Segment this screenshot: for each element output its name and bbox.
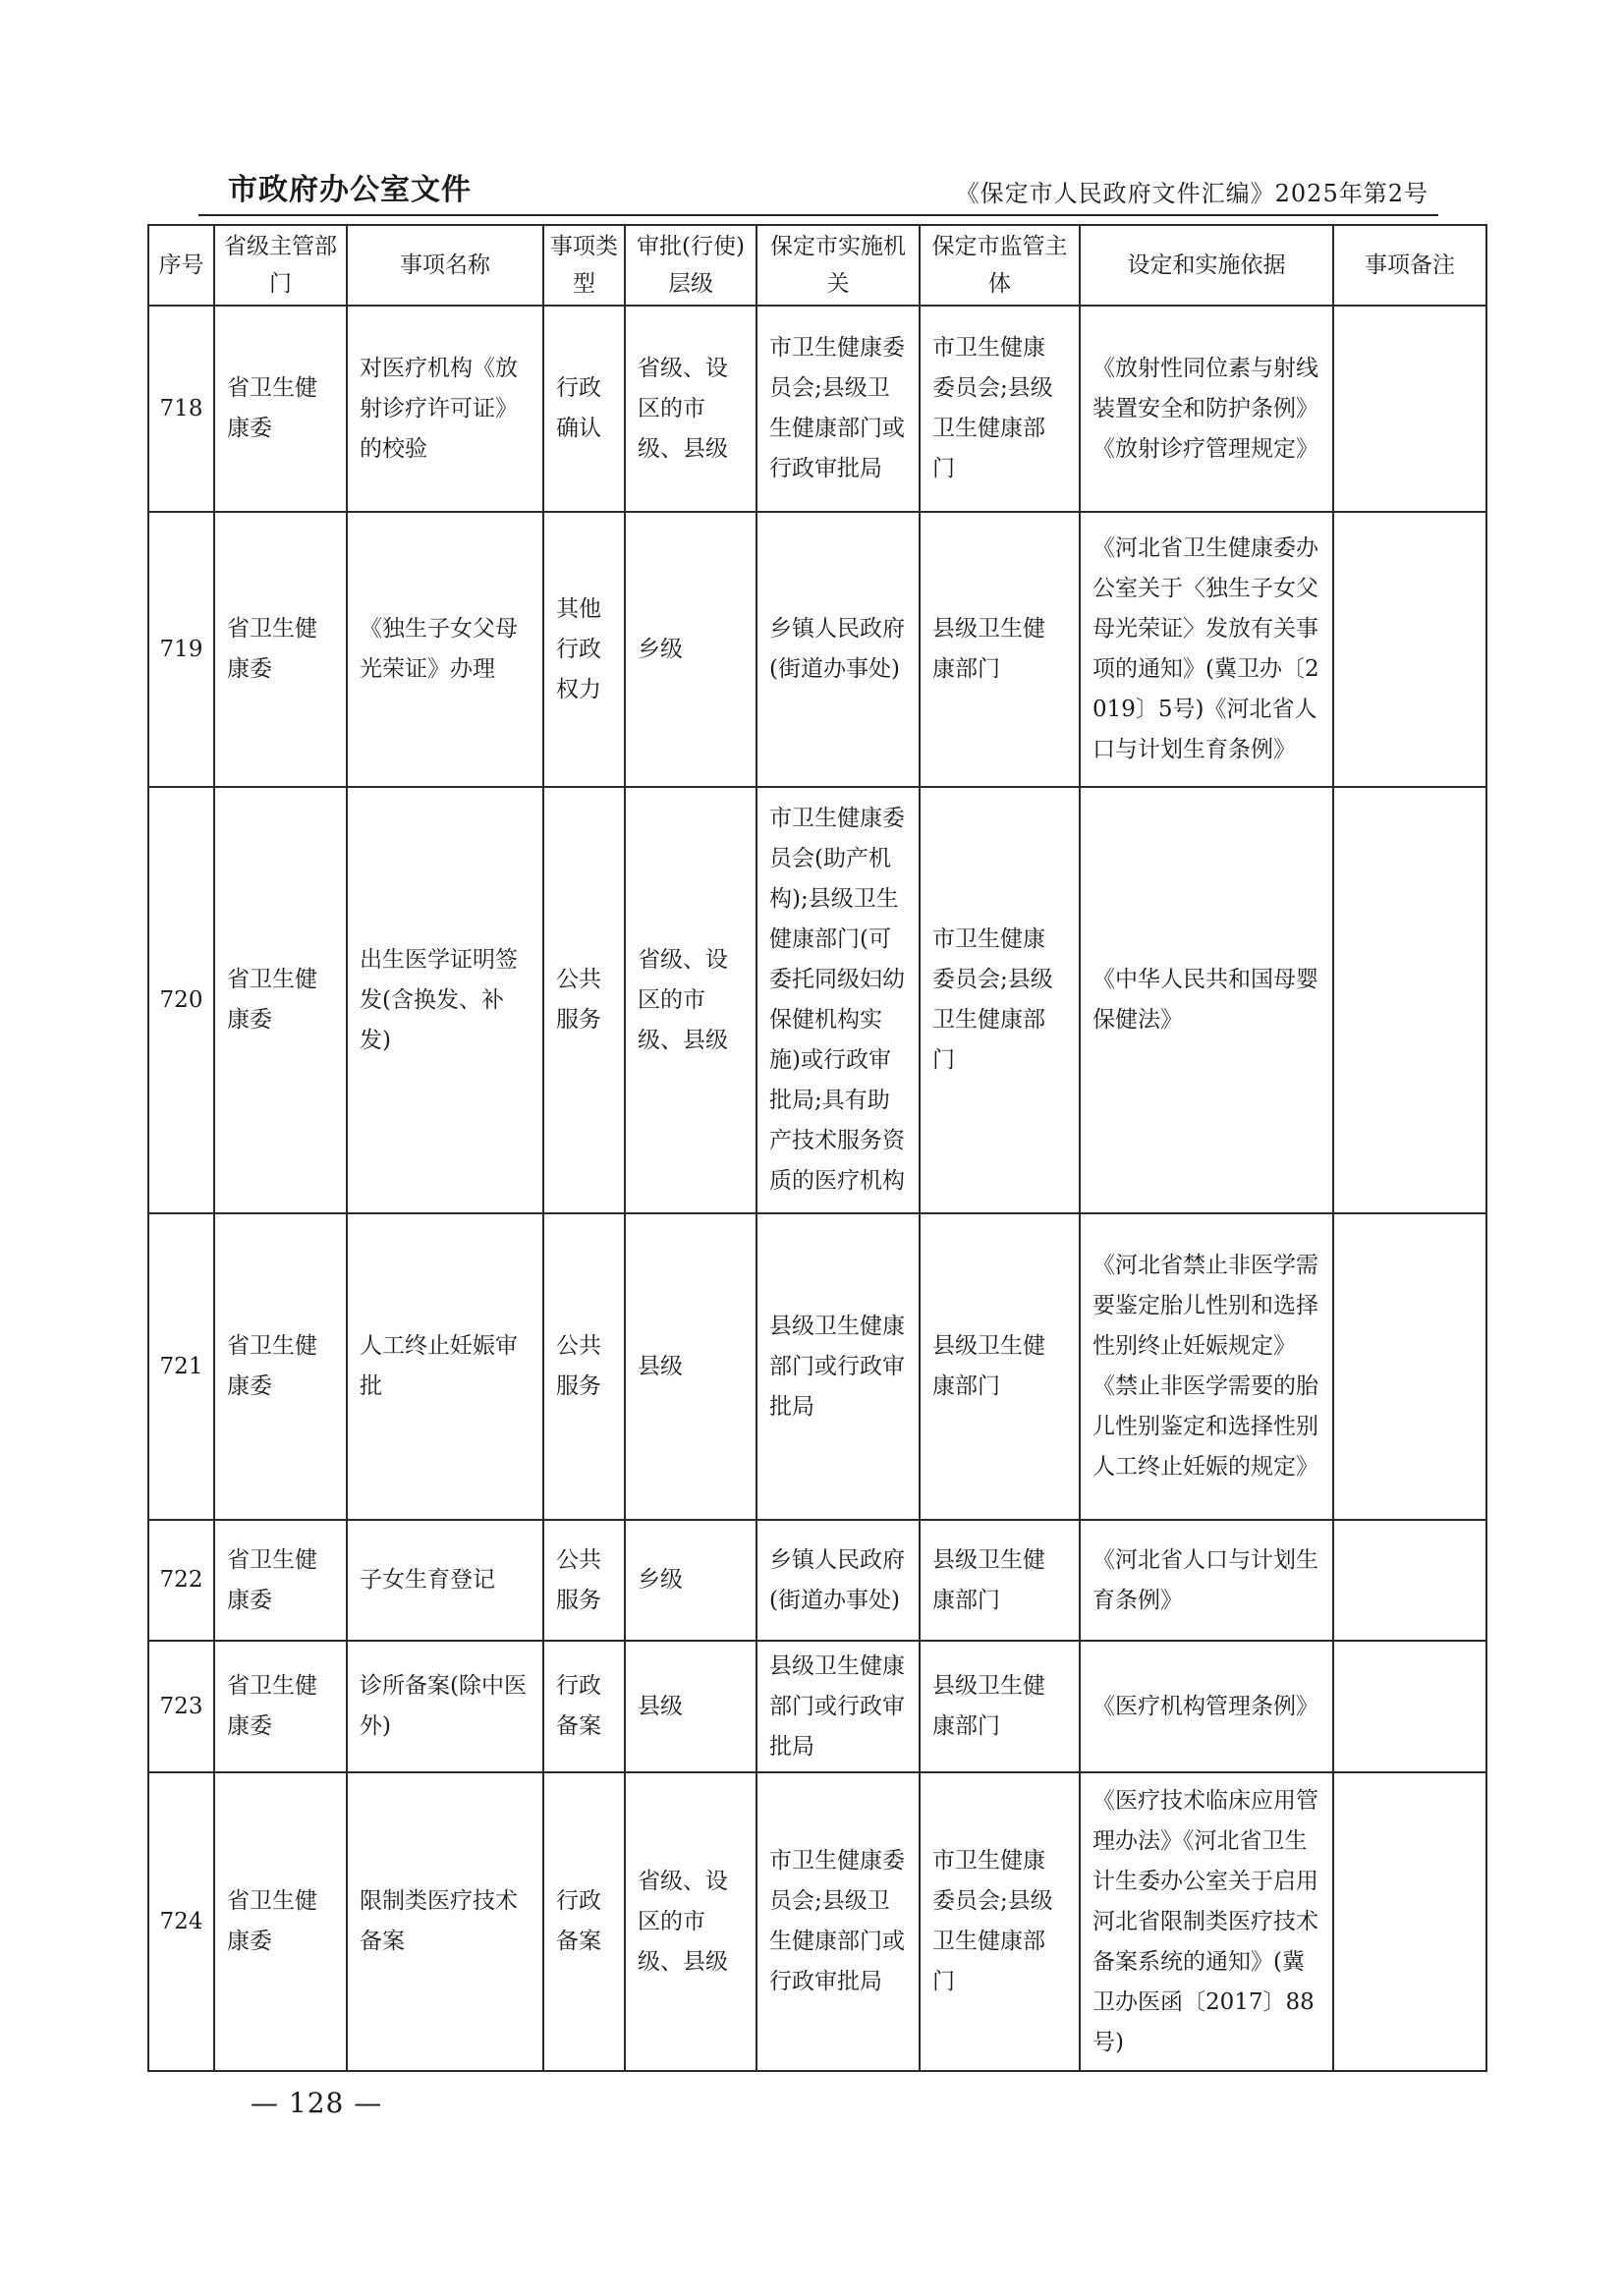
cell-level: 省级、设区的市级、县级 — [625, 306, 756, 512]
cell-basis: 《放射性同位素与射线装置安全和防护条例》《放射诊疗管理规定》 — [1080, 306, 1333, 512]
items-table — [147, 224, 1487, 2072]
table-row — [148, 1772, 1486, 2071]
col-header-remark: 事项备注 — [1333, 225, 1486, 306]
cell-supervisor: 县级卫生健康部门 — [920, 512, 1080, 787]
cell-level: 乡级 — [625, 512, 756, 787]
cell-name: 《独生子女父母光荣证》办理 — [347, 512, 543, 787]
cell-name: 诊所备案(除中医外) — [347, 1641, 543, 1772]
cell-no: 719 — [148, 512, 214, 787]
cell-agency: 乡镇人民政府(街道办事处) — [756, 1520, 920, 1641]
table-header-row — [148, 225, 1486, 306]
table-row — [148, 787, 1486, 1213]
cell-agency: 县级卫生健康部门或行政审批局 — [756, 1213, 920, 1520]
col-header-dept: 省级主管部门 — [214, 225, 347, 306]
cell-level: 乡级 — [625, 1520, 756, 1641]
cell-agency: 乡镇人民政府(街道办事处) — [756, 512, 920, 787]
page-number: — 128 — — [251, 2087, 383, 2119]
cell-type: 行政备案 — [543, 1641, 625, 1772]
col-header-name: 事项名称 — [347, 225, 543, 306]
cell-supervisor: 县级卫生健康部门 — [920, 1213, 1080, 1520]
col-header-basis: 设定和实施依据 — [1080, 225, 1333, 306]
cell-agency: 县级卫生健康部门或行政审批局 — [756, 1641, 920, 1772]
cell-supervisor: 县级卫生健康部门 — [920, 1520, 1080, 1641]
cell-level: 县级 — [625, 1641, 756, 1772]
col-header-agency: 保定市实施机关 — [756, 225, 920, 306]
cell-remark — [1333, 787, 1486, 1213]
cell-basis: 《河北省禁止非医学需要鉴定胎儿性别和选择性别终止妊娠规定》《禁止非医学需要的胎儿性别鉴定和选择性别人工终止妊娠的规定》 — [1080, 1213, 1333, 1520]
header-rule — [198, 214, 1438, 216]
table-row — [148, 306, 1486, 512]
cell-basis: 《河北省人口与计划生育条例》 — [1080, 1520, 1333, 1641]
cell-remark — [1333, 1641, 1486, 1772]
cell-name: 人工终止妊娠审批 — [347, 1213, 543, 1520]
cell-type: 公共服务 — [543, 787, 625, 1213]
cell-remark — [1333, 1772, 1486, 2071]
cell-dept: 省卫生健康委 — [214, 787, 347, 1213]
cell-name: 出生医学证明签发(含换发、补发) — [347, 787, 543, 1213]
cell-no: 720 — [148, 787, 214, 1213]
header-left-title: 市政府办公室文件 — [228, 173, 472, 207]
cell-dept: 省卫生健康委 — [214, 1213, 347, 1520]
page-header — [228, 157, 1428, 216]
cell-supervisor: 市卫生健康委员会;县级卫生健康部门 — [920, 1772, 1080, 2071]
cell-dept: 省卫生健康委 — [214, 1641, 347, 1772]
col-header-no: 序号 — [148, 225, 214, 306]
cell-remark — [1333, 306, 1486, 512]
col-header-level: 审批(行使)层级 — [625, 225, 756, 306]
cell-remark — [1333, 512, 1486, 787]
cell-basis: 《中华人民共和国母婴保健法》 — [1080, 787, 1333, 1213]
cell-agency: 市卫生健康委员会(助产机构);县级卫生健康部门(可委托同级妇幼保健机构实施)或行政审批局;具有助产技术服务资质的医疗机构 — [756, 787, 920, 1213]
cell-agency: 市卫生健康委员会;县级卫生健康部门或行政审批局 — [756, 1772, 920, 2071]
cell-dept: 省卫生健康委 — [214, 512, 347, 787]
cell-remark — [1333, 1520, 1486, 1641]
cell-type: 公共服务 — [543, 1520, 625, 1641]
cell-supervisor: 市卫生健康委员会;县级卫生健康部门 — [920, 306, 1080, 512]
table-row — [148, 1520, 1486, 1641]
cell-name: 子女生育登记 — [347, 1520, 543, 1641]
cell-no: 721 — [148, 1213, 214, 1520]
cell-no: 722 — [148, 1520, 214, 1641]
cell-level: 省级、设区的市级、县级 — [625, 787, 756, 1213]
cell-no: 718 — [148, 306, 214, 512]
cell-no: 723 — [148, 1641, 214, 1772]
cell-level: 县级 — [625, 1213, 756, 1520]
cell-supervisor: 市卫生健康委员会;县级卫生健康部门 — [920, 787, 1080, 1213]
cell-remark — [1333, 1213, 1486, 1520]
cell-type: 行政确认 — [543, 306, 625, 512]
cell-dept: 省卫生健康委 — [214, 1520, 347, 1641]
cell-type: 行政备案 — [543, 1772, 625, 2071]
table-row — [148, 1641, 1486, 1772]
cell-type: 其他行政权力 — [543, 512, 625, 787]
cell-dept: 省卫生健康委 — [214, 306, 347, 512]
col-header-type: 事项类型 — [543, 225, 625, 306]
table-row — [148, 512, 1486, 787]
cell-agency: 市卫生健康委员会;县级卫生健康部门或行政审批局 — [756, 306, 920, 512]
cell-basis: 《医疗机构管理条例》 — [1080, 1641, 1333, 1772]
cell-basis: 《河北省卫生健康委办公室关于〈独生子女父母光荣证〉发放有关事项的通知》(冀卫办〔2019〕5号)《河北省人口与计划生育条例》 — [1080, 512, 1333, 787]
cell-no: 724 — [148, 1772, 214, 2071]
cell-type: 公共服务 — [543, 1213, 625, 1520]
cell-basis: 《医疗技术临床应用管理办法》《河北省卫生计生委办公室关于启用河北省限制类医疗技术备案系统的通知》(冀卫办医函〔2017〕88号) — [1080, 1772, 1333, 2071]
cell-dept: 省卫生健康委 — [214, 1772, 347, 2071]
header-right-title: 《保定市人民政府文件汇编》2025年第2号 — [955, 180, 1428, 207]
col-header-supervisor: 保定市监管主体 — [920, 225, 1080, 306]
cell-name: 对医疗机构《放射诊疗许可证》的校验 — [347, 306, 543, 512]
cell-supervisor: 县级卫生健康部门 — [920, 1641, 1080, 1772]
table-row — [148, 1213, 1486, 1520]
cell-level: 省级、设区的市级、县级 — [625, 1772, 756, 2071]
cell-name: 限制类医疗技术备案 — [347, 1772, 543, 2071]
